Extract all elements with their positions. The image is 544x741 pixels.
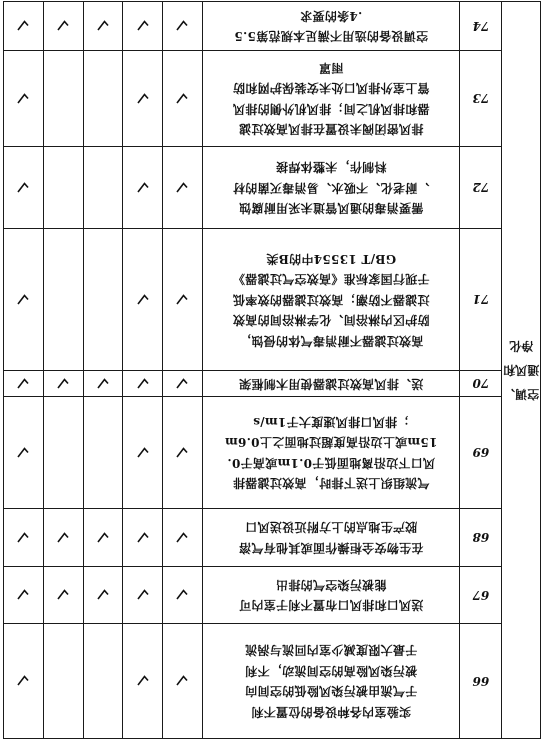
checkmark-icon [17, 21, 29, 32]
item-number: 66 [460, 624, 502, 739]
table-row [4, 51, 541, 147]
checkmark-icon [137, 676, 149, 687]
check-cell [83, 397, 123, 509]
description-line: 需要消毒的通风管道未采用耐腐蚀 [238, 201, 424, 216]
description-line: 管上室外排风口处未安装保护网和防 [232, 81, 430, 96]
check-cell [4, 229, 44, 371]
check-cell [43, 2, 83, 51]
description-line: ；排风口排风速度大于1m/s [252, 415, 410, 429]
item-description [202, 397, 460, 509]
check-cell [43, 624, 83, 739]
check-cell [4, 509, 44, 567]
description-line: 于气流由被污染风险低的空间向 [245, 684, 418, 699]
description-line: 排风密闭阀未设置在排风高效过滤 [238, 122, 424, 137]
table-row [4, 229, 541, 371]
checkmark-icon [176, 378, 188, 389]
check-cell [123, 624, 163, 739]
checkmark-icon [57, 590, 69, 601]
check-cell [123, 567, 163, 624]
checkmark-icon [97, 590, 109, 601]
check-cell [4, 371, 44, 397]
check-cell [83, 567, 123, 624]
check-cell [162, 2, 202, 51]
checkmark-icon [176, 532, 188, 543]
checkmark-icon [57, 378, 69, 389]
item-number: 68 [460, 509, 502, 567]
description-line: 雨罩 [318, 61, 344, 75]
checkmark-icon [137, 532, 149, 543]
description-line: 空调设备的选用不满足本规范第5.5 [234, 29, 429, 44]
table-row [4, 147, 541, 229]
description-line: 被污染风险高的空间流动，不利 [245, 664, 418, 678]
check-cell [162, 229, 202, 371]
check-cell [83, 509, 123, 567]
check-cell [123, 371, 163, 397]
checkmark-icon [57, 21, 69, 32]
check-cell [43, 397, 83, 509]
description-line: 于现行国家标准《高效空气过滤器》 [232, 272, 430, 287]
check-cell [162, 51, 202, 147]
item-number: 72 [460, 147, 502, 229]
checkmark-icon [17, 93, 29, 104]
description-line: 送风口和排风口布置不利于室内可 [238, 598, 424, 613]
checkmark-icon [97, 532, 109, 543]
check-cell [162, 509, 202, 567]
checkmark-icon [17, 676, 29, 687]
checkmark-icon [57, 532, 69, 543]
item-description [202, 229, 460, 371]
checkmark-icon [176, 447, 188, 458]
check-cell [4, 51, 44, 147]
description-line: 气流组织上送下排时，高效过滤器排 [232, 476, 430, 491]
description-line: 能被污染空气的排出 [275, 578, 387, 592]
table-row [4, 397, 541, 509]
check-cell [4, 397, 44, 509]
check-cell [43, 51, 83, 147]
description-line: 、耐老化、不吸水、易消毒灭菌的材 [232, 180, 430, 195]
check-cell [43, 509, 83, 567]
check-cell [43, 371, 83, 397]
description-line: 送、排风高效过滤器使用木制框架 [238, 376, 424, 391]
check-cell [123, 509, 163, 567]
checkmark-icon [97, 378, 109, 389]
description-line: 在生物安全柜操作面或其他有气溶 [238, 541, 424, 555]
item-number: 69 [460, 397, 502, 509]
description-line: 于最大限度减少室内回流与涡流 [245, 643, 418, 658]
check-cell [83, 2, 123, 51]
item-number: 73 [460, 51, 502, 147]
check-cell [83, 147, 123, 229]
check-cell [123, 2, 163, 51]
checkmark-icon [17, 590, 29, 601]
check-cell [83, 51, 123, 147]
item-description [202, 51, 460, 147]
check-cell [4, 567, 44, 624]
check-cell [4, 2, 44, 51]
check-cell [162, 397, 202, 509]
item-description [202, 2, 460, 51]
checkmark-icon [176, 182, 188, 193]
table-row [4, 2, 541, 51]
checkmark-icon [176, 21, 188, 32]
check-cell [4, 147, 44, 229]
checkmark-icon [17, 532, 29, 543]
check-cell [162, 147, 202, 229]
checkmark-icon [137, 294, 149, 305]
item-description [202, 567, 460, 624]
table-row [4, 624, 541, 739]
description-line: 防护区内淋浴间、化学淋浴间的高效 [232, 313, 430, 328]
description-line: .4条的要求 [299, 9, 363, 23]
check-cell [43, 229, 83, 371]
checkmark-icon [137, 21, 149, 32]
item-number: 74 [460, 2, 502, 51]
check-cell [83, 371, 123, 397]
checkmark-icon [17, 447, 29, 458]
check-cell [43, 567, 83, 624]
checkmark-icon [17, 294, 29, 305]
checkmark-icon [176, 676, 188, 687]
checkmark-icon [137, 590, 149, 601]
checkmark-icon [176, 93, 188, 104]
inspection-table [3, 1, 541, 739]
table-row [4, 567, 541, 624]
description-line: 实验室内各种设备的位置不利 [251, 705, 412, 719]
checkmark-icon [176, 294, 188, 305]
description-line: 器和排风机之间；排风机外侧的排风 [232, 102, 430, 116]
description-line: GB/T 13554中的B类 [266, 251, 397, 266]
check-cell [123, 229, 163, 371]
check-cell [83, 624, 123, 739]
check-cell [162, 371, 202, 397]
item-description [202, 147, 460, 229]
description-line: 胶产生地点的上方附近设送风口 [245, 520, 418, 535]
checkmark-icon [176, 590, 188, 601]
category-cell: 空调、通风和净化 [502, 2, 541, 739]
table-row [4, 371, 541, 397]
check-cell [43, 147, 83, 229]
check-cell [123, 51, 163, 147]
item-description [202, 371, 460, 397]
item-number: 67 [460, 567, 502, 624]
item-number: 71 [460, 229, 502, 371]
description-line: 风口下边沿离地面低于0.1m或高于0. [227, 456, 435, 470]
description-line: 15m或上边沿高度超过地面之上0.6m [224, 435, 438, 450]
checkmark-icon [137, 378, 149, 389]
checkmark-icon [17, 182, 29, 193]
checkmark-icon [137, 182, 149, 193]
checkmark-icon [137, 447, 149, 458]
table-row [4, 509, 541, 567]
checkmark-icon [97, 21, 109, 32]
check-cell [4, 624, 44, 739]
item-number: 70 [460, 371, 502, 397]
check-cell [162, 567, 202, 624]
check-cell [83, 229, 123, 371]
item-description [202, 509, 460, 567]
item-description [202, 624, 460, 739]
check-cell [162, 624, 202, 739]
description-line: 高效过滤器不耐消毒气体的侵蚀， [238, 333, 424, 348]
description-line: 过滤器不防潮；高效过滤器的效率低 [232, 292, 430, 307]
checkmark-icon [17, 378, 29, 389]
check-cell [123, 147, 163, 229]
checkmark-icon [137, 93, 149, 104]
check-cell [123, 397, 163, 509]
description-line: 料制作，未整体焊接 [275, 160, 387, 175]
